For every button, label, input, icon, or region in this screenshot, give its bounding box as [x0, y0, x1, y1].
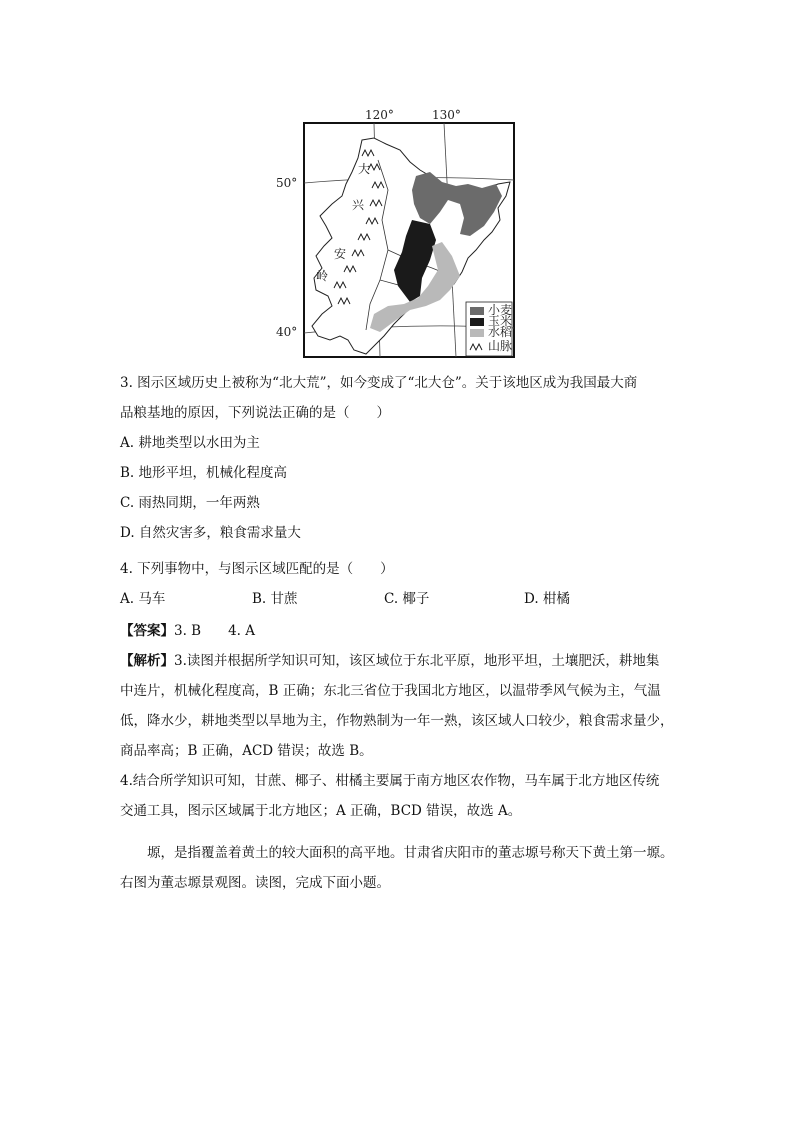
legend-wheat-swatch: [470, 307, 484, 315]
mountain-char-1: 大: [358, 162, 371, 176]
mountain-char-2: 兴: [352, 198, 365, 212]
q4-option-c: C. 椰子: [384, 591, 430, 607]
lat-50-label: 50°: [276, 176, 298, 190]
legend-mountain-label: 山脉: [488, 339, 513, 353]
q4-stem: 4. 下列事物中，与图示区域匹配的是（ ）: [120, 561, 394, 577]
analysis-line6: 交通工具，图示区域属于北方地区；A 正确，BCD 错误，故选 A。: [120, 803, 522, 819]
question-3: [120, 368, 686, 548]
analysis-label: 【解析】: [120, 653, 174, 669]
answer-analysis: [120, 616, 686, 826]
q3-stem-line1: 3. 图示区域历史上被称为“北大荒”，如今变成了“北大仓”。关于该地区成为我国最大商: [120, 375, 638, 391]
map-legend: [466, 302, 512, 356]
intro-line2: 右图为董志塬景观图。读图，完成下面小题。: [120, 875, 390, 891]
answer-label: 【答案】: [120, 623, 174, 639]
q3-option-d: D. 自然灾害多，粮食需求量大: [120, 525, 301, 541]
question-4: [120, 554, 686, 614]
northeast-china-crop-map: [270, 100, 530, 362]
q3-option-c: C. 雨热同期，一年两熟: [120, 495, 260, 511]
analysis-line1: [120, 646, 686, 676]
mountain-char-4: 岭: [316, 269, 329, 283]
analysis-line4: 商品率高；B 正确，ACD 错误；故选 B。: [120, 743, 373, 759]
analysis-line5: 4.结合所学知识可知，甘蔗、椰子、柑橘主要属于南方地区农作物，马车属于北方地区传统: [120, 773, 660, 789]
analysis-line3: 低，降水少，耕地类型以旱地为主，作物熟制为一年一熟，该区域人口较少，粮食需求量少，: [120, 713, 674, 729]
legend-corn-swatch: [470, 318, 484, 326]
q4-option-a: A. 马车: [120, 591, 166, 607]
q4-options: [120, 584, 686, 614]
q3-stem-line2: 品粮基地的原因，下列说法正确的是（ ）: [120, 405, 390, 421]
lon-130-label: 130°: [432, 108, 461, 122]
mountain-char-3: 安: [334, 247, 347, 261]
q4-option-b: B. 甘蔗: [252, 591, 298, 607]
lat-40-label: 40°: [276, 325, 298, 339]
q3-option-b: B. 地形平坦，机械化程度高: [120, 465, 288, 481]
legend-rice-swatch: [470, 329, 484, 337]
map-svg: [270, 100, 530, 362]
q3-option-a: A. 耕地类型以水田为主: [120, 435, 260, 451]
analysis-line2: 中连片，机械化程度高，B 正确；东北三省位于我国北方地区，以温带季风气候为主，气温: [120, 683, 661, 699]
legend-rice-label: 水稻: [488, 325, 513, 339]
next-intro-paragraph: [120, 838, 686, 898]
legend-corn-label: 玉米: [488, 314, 513, 328]
legend-wheat-label: 小麦: [488, 303, 513, 317]
intro-line1: 塬，是指覆盖着黄土的较大面积的高平地。甘肃省庆阳市的董志塬号称天下黄土第一塬。: [147, 845, 674, 861]
q4-option-d: D. 柑橘: [524, 591, 570, 607]
answer-line: [120, 616, 686, 646]
answer-text: 3. B 4. A: [174, 623, 256, 639]
analysis-text1: 3.读图并根据所学知识可知，该区域位于东北平原，地形平坦，土壤肥沃，耕地集: [174, 653, 660, 669]
lon-120-label: 120°: [365, 108, 394, 122]
